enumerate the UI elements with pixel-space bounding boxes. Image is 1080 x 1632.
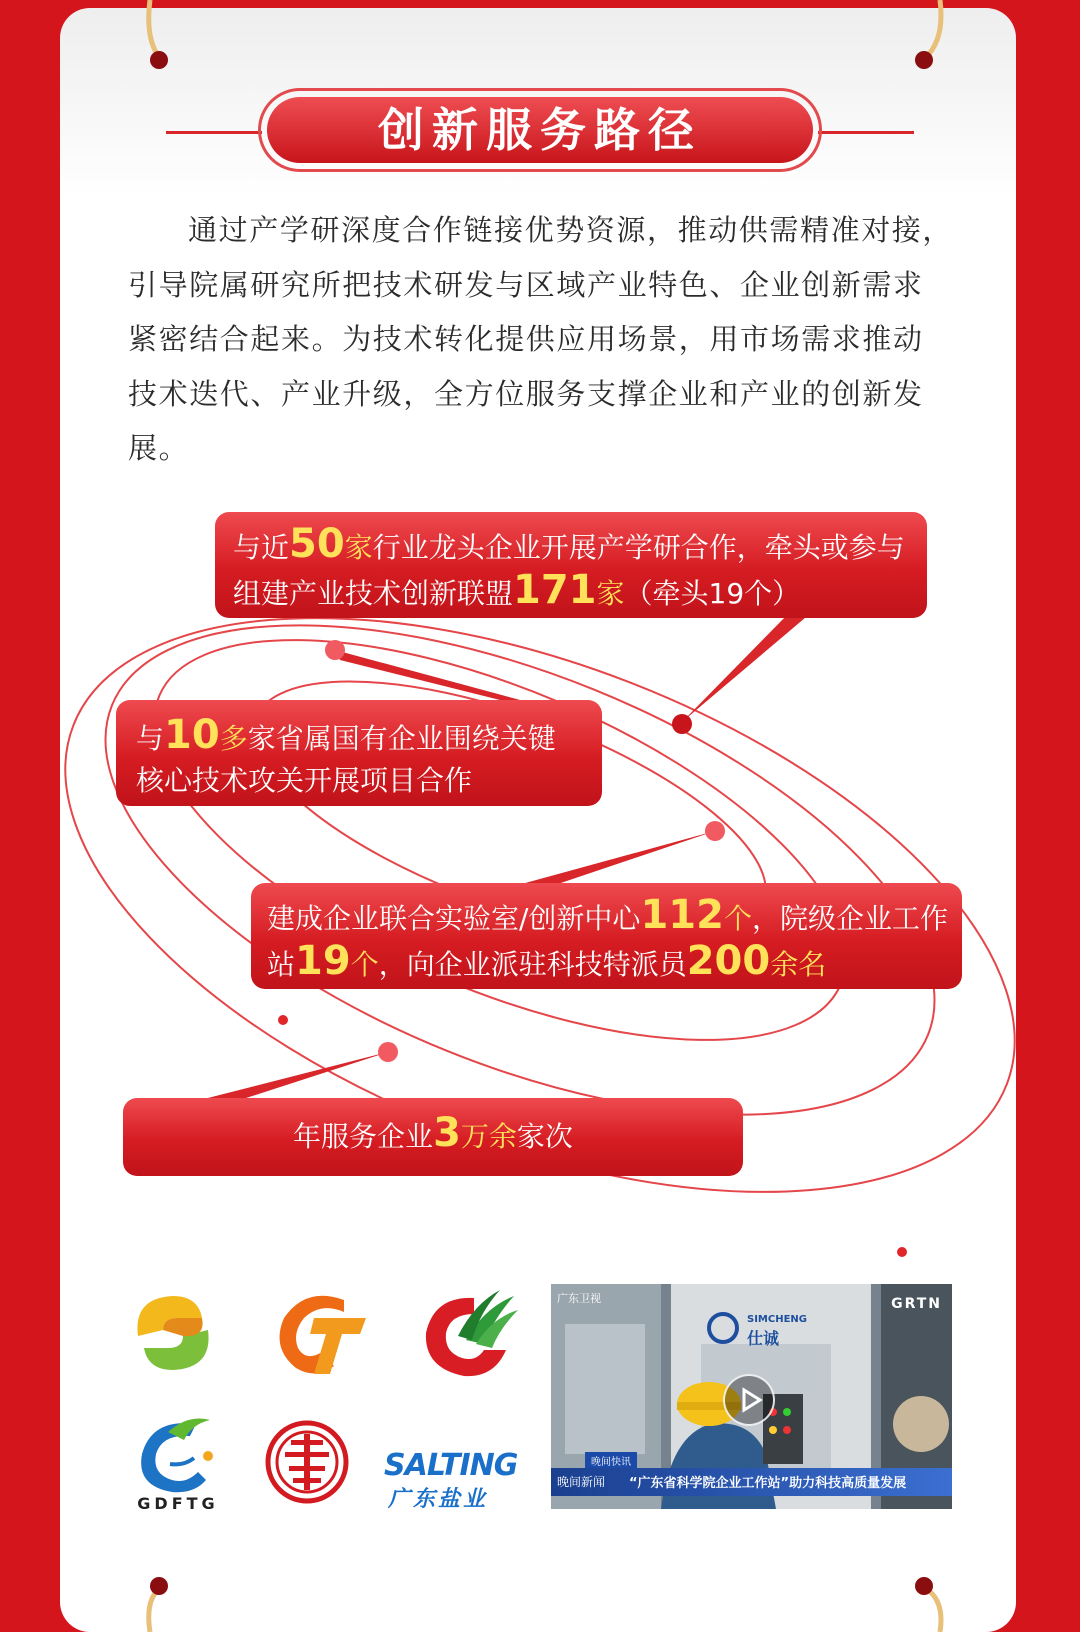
play-button[interactable]	[723, 1374, 775, 1426]
play-icon	[725, 1376, 773, 1424]
dot-1	[672, 714, 692, 734]
text: ，向企业派驻科技特派员	[378, 948, 687, 981]
stat-number: 19	[295, 938, 351, 984]
gdftg-label: GDFTG	[137, 1494, 219, 1513]
stat-number: 3	[433, 1110, 461, 1156]
partner-logo-2	[266, 1278, 376, 1388]
text: ，院级企业工作站	[267, 902, 948, 981]
dot-3	[705, 821, 725, 841]
stat-number: 50	[289, 521, 345, 567]
text: 与	[136, 722, 165, 755]
text: （牵头19个）	[624, 577, 801, 610]
section-title	[258, 88, 822, 172]
text: 与近	[233, 531, 290, 564]
connector-4	[200, 1052, 388, 1100]
stat-unit: 个	[723, 902, 752, 935]
title-rule-left	[166, 131, 262, 134]
text: 家省属国有企业围绕关键核心技术攻关开展项目合作	[136, 722, 556, 797]
salting-cn: 广东盐业	[388, 1487, 489, 1512]
partner-logo-salting	[384, 1448, 518, 1512]
stat-unit: 万余	[460, 1120, 517, 1153]
text: 年服务企业	[293, 1120, 434, 1153]
achievement-box-4	[123, 1098, 743, 1176]
stat-unit: 家	[344, 531, 373, 564]
stat-number: 200	[686, 938, 771, 984]
dot-2	[325, 640, 345, 660]
connector-1	[682, 612, 812, 722]
salting-en: SALTING	[384, 1448, 518, 1483]
text: 行业龙头企业开展产学研合作，牵头或参与组建产业技术创新联盟	[233, 531, 905, 610]
connector-3	[500, 831, 715, 890]
stat-number: 10	[164, 712, 220, 758]
partner-logo-1	[118, 1278, 228, 1388]
news-tag: 晚间快讯	[585, 1452, 637, 1469]
text: 建成企业联合实验室/创新中心	[267, 902, 641, 935]
channel-logo: 广东卫视	[557, 1292, 601, 1305]
achievement-box-3	[251, 883, 962, 989]
section-title-text: 创新服务路径	[267, 97, 813, 163]
stat-number: 171	[513, 567, 597, 613]
stat-number: 112	[640, 892, 724, 938]
dot-6	[897, 1247, 907, 1257]
video-thumbnail[interactable]	[551, 1284, 952, 1509]
channel-id: GRTN	[891, 1296, 942, 1312]
intro-paragraph: 通过产学研深度合作链接优势资源，推动供需精准对接，引导院属研究所把技术研发与区域产业特色、企业创新需求紧密结合起来。为技术转化提供应用场景，用市场需求推动技术迭代、产业升级，全方位服务支撑企业和产业的创新发展。	[128, 213, 954, 465]
stat-unit: 多	[219, 722, 248, 755]
news-headline: “广东省科学院企业工作站”助力科技高质量发展	[629, 1476, 907, 1491]
stat-unit: 余名	[770, 948, 827, 981]
achievement-box-1	[215, 512, 927, 618]
partner-logo-gdftg	[128, 1410, 228, 1520]
dot-5	[278, 1015, 288, 1025]
company-cn: 仕诚	[747, 1329, 780, 1348]
dot-4	[378, 1042, 398, 1062]
stat-unit: 个	[350, 948, 379, 981]
partner-logo-3	[414, 1278, 524, 1388]
text: 家次	[516, 1120, 573, 1153]
title-rule-right	[818, 131, 914, 134]
company-en: SIMCHENG	[747, 1314, 807, 1325]
partner-logo-seal	[265, 1420, 349, 1504]
achievement-box-2	[116, 700, 602, 806]
stat-unit: 家	[596, 577, 625, 610]
program-name: 晚间新闻	[557, 1475, 606, 1489]
